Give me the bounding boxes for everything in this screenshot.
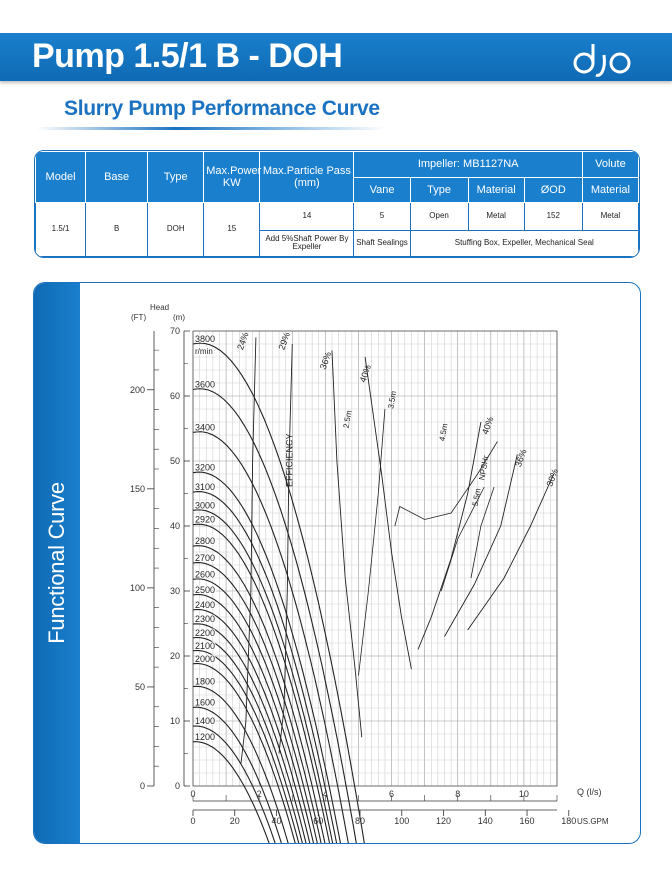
header-impeller-type: Type: [410, 178, 468, 203]
header-type: Type: [148, 152, 204, 203]
efficiency-label: 29%: [276, 330, 293, 352]
speed-label-2000: 2000: [195, 653, 216, 664]
tick-label-ls: 6: [389, 789, 395, 799]
tick-label-gpm: 60: [313, 816, 324, 826]
tick-label-m: 20: [169, 651, 180, 661]
tick-label-m: 0: [174, 781, 180, 791]
header-vane: Vane: [354, 178, 410, 203]
npsh-lines: [359, 409, 498, 676]
xlabel-ls: Q (l/s): [577, 787, 602, 797]
cell-od: 152: [524, 203, 582, 230]
tick-label-gpm: 0: [190, 816, 196, 826]
header-impeller-material: Material: [468, 178, 524, 203]
tick-label-m: 70: [169, 326, 180, 336]
npsh-label: 5.5m: [470, 487, 483, 507]
speed-label-3800: 3800: [195, 334, 216, 344]
xlabel-gpm: US.GPM: [577, 817, 609, 826]
speed-label-3000: 3000: [195, 500, 216, 511]
speed-label-2500: 2500: [195, 584, 216, 595]
tick-label-m: 40: [169, 521, 180, 531]
speed-curve-3000: [193, 510, 452, 843]
rpm-unit: r/min: [195, 347, 213, 356]
chart-grid: [193, 331, 557, 786]
functional-curve-panel: [33, 282, 641, 844]
speed-label-2920: 2920: [195, 514, 216, 525]
tick-label-ls: 10: [518, 789, 529, 799]
speed-label-2600: 2600: [195, 569, 216, 580]
speed-curve-1200: [193, 742, 289, 843]
cell-seal-options: Stuffing Box, Expeller, Mechanical Seal: [410, 230, 638, 256]
efficiency-label: 30%: [544, 467, 561, 488]
header-max-particle: Max.Particle Pass (mm): [260, 152, 354, 203]
chart-subtitle: Slurry Pump Performance Curve: [64, 97, 380, 120]
cell-power-note: Add 5%Shaft Power By Expeller: [260, 230, 354, 256]
header-od: ØOD: [524, 178, 582, 203]
speed-label-2800: 2800: [195, 536, 216, 547]
efficiency-label: 36%: [513, 447, 529, 469]
efficiency-label: 40%: [479, 415, 496, 436]
subtitle-underline: [36, 127, 386, 130]
cell-impeller-material: Metal: [468, 203, 524, 230]
tick-label-ft: 200: [129, 384, 145, 395]
tick-label-m: 30: [169, 586, 180, 596]
plot-frame: [193, 331, 557, 786]
tick-label-gpm: 120: [436, 816, 452, 826]
npsh-title: NPSHr: [477, 454, 491, 481]
header-volute-material: Material: [582, 178, 638, 203]
header-volute: Volute: [582, 152, 638, 178]
tick-label-m: 50: [169, 456, 180, 466]
speed-label-2700: 2700: [195, 553, 216, 564]
speed-label-1800: 1800: [195, 676, 216, 687]
ylabel-m: (m): [173, 313, 185, 322]
tick-label-m: 60: [169, 391, 180, 401]
speed-label-1200: 1200: [195, 731, 216, 742]
ylabel-ft: (FT): [131, 313, 147, 322]
efficiency-label: 24%: [235, 330, 251, 352]
tick-label-ls: 0: [190, 789, 196, 799]
header-impeller: Impeller: MB1127NA: [354, 152, 582, 178]
tick-label-gpm: 180: [561, 816, 577, 826]
speed-label-2100: 2100: [195, 640, 216, 651]
tick-label-ft: 150: [129, 483, 145, 494]
cell-volute-material: Metal: [582, 203, 638, 230]
cell-seal-type: Shaft Sealings: [354, 230, 410, 256]
speed-curve-2400: [193, 610, 396, 844]
tick-label-gpm: 40: [271, 816, 282, 826]
header-model: Model: [36, 152, 86, 203]
speed-label-2400: 2400: [195, 599, 216, 610]
head-label: Head: [150, 303, 170, 312]
side-label: Functional Curve: [44, 482, 69, 644]
efficiency-line: [418, 422, 481, 650]
npsh-label: 3.5m: [386, 390, 399, 410]
tick-label-ls: 2: [256, 789, 262, 799]
cell-vane: 5: [354, 203, 410, 230]
tick-label-gpm: 160: [519, 816, 535, 826]
speed-label-3400: 3400: [195, 422, 216, 433]
efficiency-label: 36%: [317, 350, 334, 371]
npsh-label: 2.5m: [341, 409, 354, 429]
cell-type: DOH: [148, 203, 204, 257]
efficiency-line: [332, 351, 362, 738]
npsh-line: [395, 442, 498, 527]
cell-impeller-type: Open: [410, 203, 468, 230]
tick-label-gpm: 100: [394, 816, 410, 826]
page-title: Pump 1.5/1 B - DOH: [32, 37, 343, 75]
speed-label-1400: 1400: [195, 716, 216, 727]
header-bar: [0, 33, 672, 81]
speed-label-3600: 3600: [195, 379, 216, 390]
cell-max-power: 15: [204, 203, 260, 257]
speed-label-2200: 2200: [195, 627, 216, 638]
spec-table: [34, 150, 640, 258]
tick-label-gpm: 140: [477, 816, 493, 826]
header-base: Base: [86, 152, 148, 203]
speed-curve-3800: [193, 343, 521, 843]
tick-label-m: 10: [169, 716, 180, 726]
header-max-power: Max.Power KW: [204, 152, 260, 203]
cell-max-particle: 14: [260, 203, 354, 230]
tick-label-ft: 50: [134, 681, 145, 692]
tick-label-ls: 4: [322, 789, 328, 799]
tick-label-gpm: 80: [355, 816, 366, 826]
efficiency-label: 40%: [357, 363, 374, 384]
cell-model: 1.5/1: [36, 203, 86, 257]
speed-label-3100: 3100: [195, 482, 216, 493]
speed-label-1600: 1600: [195, 697, 216, 708]
brand-logo-icon: [570, 39, 636, 79]
performance-chart: [34, 283, 640, 843]
tick-label-ft: 100: [129, 582, 145, 593]
efficiency-title: EFFICIENCY: [284, 433, 295, 487]
speed-label-3200: 3200: [195, 462, 216, 473]
speed-curves: [193, 343, 521, 843]
efficiency-lines: [241, 338, 554, 764]
tick-label-ls: 8: [455, 789, 461, 799]
speed-label-2300: 2300: [195, 614, 216, 625]
npsh-label: 4.5m: [437, 422, 450, 442]
cell-base: B: [86, 203, 148, 257]
tick-label-ft: 0: [139, 781, 145, 791]
tick-label-gpm: 20: [229, 816, 240, 826]
